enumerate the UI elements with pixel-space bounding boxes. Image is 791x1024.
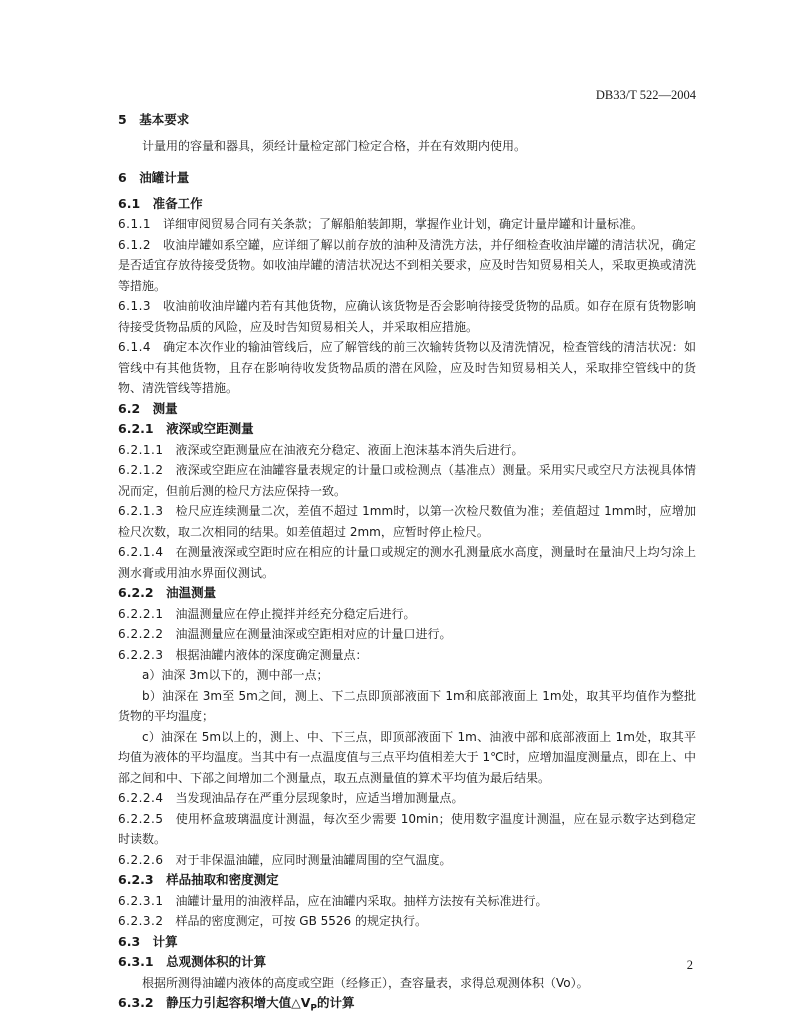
clause-number: 6.2.2.1 <box>118 606 164 621</box>
clause-text: 对于非保温油罐，应同时测量油罐周围的空气温度。 <box>175 852 452 867</box>
subscript-p: P <box>310 1003 317 1014</box>
standard-number: DB33/T 522—2004 <box>595 88 696 102</box>
clause-6-2-3-2 <box>118 911 696 932</box>
clause-number: 6.2.2.2 <box>118 627 164 641</box>
clause-text: 根据油罐内液体的深度确定测量点： <box>175 647 368 662</box>
clause-6-1-3 <box>118 296 696 337</box>
clause-6-2-2-5 <box>118 809 696 850</box>
clause-text: 使用杯盒玻璃温度计测温，每次至少需要 10min；使用数字温度计测温，应在显示数字达到稳定时读数。 <box>118 811 696 846</box>
clause-6-2-2-2 <box>118 624 696 645</box>
clause-text: 检尺应连续测量二次，差值不超过 1mm时，以第一次检尺数值为准；差值超过 1mm时，应增加检尺次数，取二次相同的结果。如差值超过 2mm，应暂时停止检尺。 <box>118 504 696 539</box>
clause-number: 6.2.1.2 <box>118 463 164 477</box>
section-6-2-3-heading: 6.2.3 样品抽取和密度测定 <box>118 872 279 887</box>
clause-number: 6.2.1.4 <box>118 545 164 559</box>
clause-6-2-1-1 <box>118 440 696 461</box>
section-5-heading: 5 基本要求 <box>118 112 190 127</box>
section-6-3-2-heading <box>118 993 696 1019</box>
list-item-b: b）油深在 3m至 5m之间，测上、下二点即顶部液面下 1m和底部液面上 1m处，取其平均值作为整批货物的平均温度； <box>118 688 696 723</box>
clause-6-2-2-3 <box>118 645 696 666</box>
clause-text: 油罐计量用的油液样品，应在油罐内采取。抽样方法按有关标准进行。 <box>175 893 548 908</box>
clause-6-1-4 <box>118 337 696 399</box>
clause-number: 6.1.2 <box>118 237 152 252</box>
clause-number: 6.2.1.3 <box>118 504 164 518</box>
clause-number: 6.2.3.1 <box>118 893 164 908</box>
clause-text: 当发现油品存在严重分层现象时，应适当增加测量点。 <box>175 791 464 805</box>
section-6-heading: 6 油罐计量 <box>118 170 190 185</box>
clause-text: 在测量液深或空距时应在相应的计量口或规定的测水孔测量底水高度，测量时在量油尺上均匀涂上测水膏或用油水界面仪测试。 <box>118 545 696 580</box>
heading-text: 6.3.2 静压力引起容积增大值△V <box>118 995 311 1010</box>
clause-number: 6.2.2.6 <box>118 852 164 867</box>
list-item-a: a）油深 3m以下的，测中部一点； <box>142 668 329 682</box>
clause-text: 液深或空距应在油罐容量表规定的计量口或检测点（基准点）测量。采用实尺或空尺方法视具体情况而定，但前后测的检尺方法应保持一致。 <box>118 463 696 498</box>
clause-number: 6.2.2.3 <box>118 647 164 662</box>
clause-number: 6.1.1 <box>118 217 152 231</box>
clause-6-2-1-3 <box>118 501 696 542</box>
clause-text: 详细审阅贸易合同有关条款；了解船舶装卸期，掌握作业计划，确定计量岸罐和计量标准。 <box>163 217 644 231</box>
clause-6-2-2-1 <box>118 604 696 625</box>
section-5-paragraph: 计量用的容量和器具，须经计量检定部门检定合格，并在有效期内使用。 <box>142 138 527 153</box>
section-6-2-heading: 6.2 测量 <box>118 400 178 416</box>
clause-text: 确定本次作业的输油管线后，应了解管线的前三次输转货物以及清洗情况，检查管线的清洁状况：如管线中有其他货物，且存在影响待收发货物品质的潜在风险，应及时告知贸易相关人，采取排空管线中的货物、清洗管线等措施。 <box>118 340 696 395</box>
clause-6-2-1-2 <box>118 460 696 501</box>
clause-text: 收油岸罐如系空罐，应详细了解以前存放的油种及清洗方法，并仔细检查收油岸罐的清洁状况，确定是否适宜存放待接受货物。如收油岸罐的清洁状况达不到相关要求，应及时告知贸易相关人，采取更换或清洗等措施。 <box>118 237 696 293</box>
clause-text: 样品的密度测定，可按 GB 5526 的规定执行。 <box>175 914 427 928</box>
page-content <box>118 110 696 1019</box>
clause-6-2-3-1 <box>118 891 696 912</box>
clause-number: 6.1.4 <box>118 340 152 354</box>
clause-6-2-1-4 <box>118 542 696 583</box>
clause-6-3-1-text: 根据所测得油罐内液体的高度或空距（经修正），查容量表，求得总观测体积（Vo）。 <box>142 975 589 990</box>
clause-text: 收油前收油岸罐内若有其他货物，应确认该货物是否会影响待接受货物的品质。如存在原有货物影响待接受货物品质的风险，应及时告知贸易相关人，并采取相应措施。 <box>118 299 696 334</box>
section-6-2-2-heading: 6.2.2 油温测量 <box>118 585 217 600</box>
section-6-3-1-heading: 6.3.1 总观测体积的计算 <box>118 954 267 969</box>
clause-number: 6.2.1.1 <box>118 442 164 457</box>
list-item-c: c）油深在 5m以上的，测上、中、下三点，即顶部液面下 1m、油液中部和底部液面上 1m处，取其平均值为液体的平均温度。当其中有一点温度值与三点平均值相差大于 1℃时，应增加温度测量点，即在上、中部之间和中、下部之间增加二个测量点，取五点测量值的算术平均值为最后结果。 <box>118 729 696 785</box>
clause-6-1-2 <box>118 235 696 297</box>
clause-number: 6.1.3 <box>118 299 152 313</box>
clause-text: 油温测量应在测量油深或空距相对应的计量口进行。 <box>175 627 452 641</box>
clause-6-1-1 <box>118 214 696 235</box>
section-6-1-heading: 6.1 准备工作 <box>118 195 203 211</box>
page-number: 2 <box>686 958 693 972</box>
clause-number: 6.2.3.2 <box>118 914 164 928</box>
section-6-3-heading: 6.3 计算 <box>118 933 178 949</box>
clause-text: 液深或空距测量应在油液充分稳定、液面上泡沫基本消失后进行。 <box>175 442 524 457</box>
heading-tail: 的计算 <box>317 995 355 1010</box>
clause-text: 油温测量应在停止搅拌并经充分稳定后进行。 <box>175 606 416 621</box>
clause-6-2-2-4 <box>118 788 696 809</box>
clause-number: 6.2.2.4 <box>118 791 164 805</box>
section-6-2-1-heading: 6.2.1 液深或空距测量 <box>118 421 254 436</box>
clause-6-2-2-6 <box>118 850 696 871</box>
clause-number: 6.2.2.5 <box>118 811 164 826</box>
